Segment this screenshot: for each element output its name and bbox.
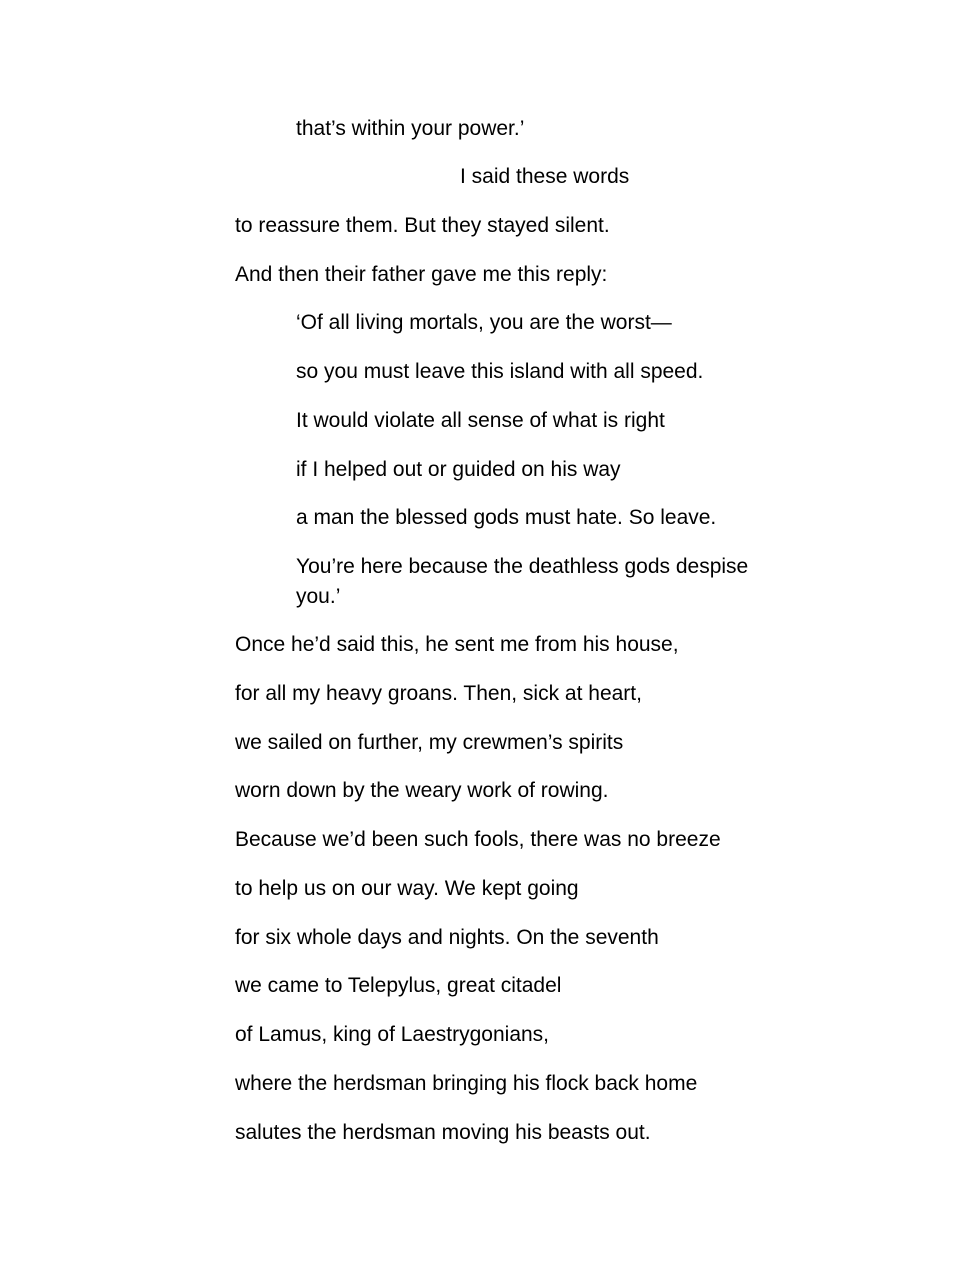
- verse-line: of Lamus, king of Laestrygonians,: [235, 1023, 550, 1046]
- verse-line: to reassure them. But they stayed silent.: [235, 214, 610, 237]
- verse-line: if I helped out or guided on his way: [296, 458, 621, 481]
- verse-line: I said these words: [460, 165, 630, 188]
- verse-line: for six whole days and nights. On the seventh: [235, 926, 659, 949]
- verse-line: And then their father gave me this reply:: [235, 263, 608, 286]
- verse-line: where the herdsman bringing his flock back home: [235, 1072, 698, 1095]
- verse-line: so you must leave this island with all speed.: [296, 360, 704, 383]
- verse-line: we came to Telepylus, great citadel: [235, 974, 562, 997]
- verse-line: for all my heavy groans. Then, sick at heart,: [235, 682, 642, 705]
- verse-line: Once he’d said this, he sent me from his house,: [235, 633, 679, 656]
- verse-line: we sailed on further, my crewmen’s spirits: [235, 731, 624, 754]
- verse-line: It would violate all sense of what is right: [296, 409, 665, 432]
- verse-line: salutes the herdsman moving his beasts out.: [235, 1121, 651, 1144]
- verse-line: Because we’d been such fools, there was no breeze: [235, 828, 721, 851]
- verse-line: a man the blessed gods must hate. So leave.: [296, 506, 717, 529]
- verse-line: that’s within your power.’: [296, 117, 525, 140]
- verse-line: worn down by the weary work of rowing.: [235, 779, 609, 802]
- verse-line: to help us on our way. We kept going: [235, 877, 579, 900]
- verse-line: ‘Of all living mortals, you are the worst—: [296, 311, 672, 334]
- verse-line: You’re here because the deathless gods despise you.’: [296, 555, 749, 608]
